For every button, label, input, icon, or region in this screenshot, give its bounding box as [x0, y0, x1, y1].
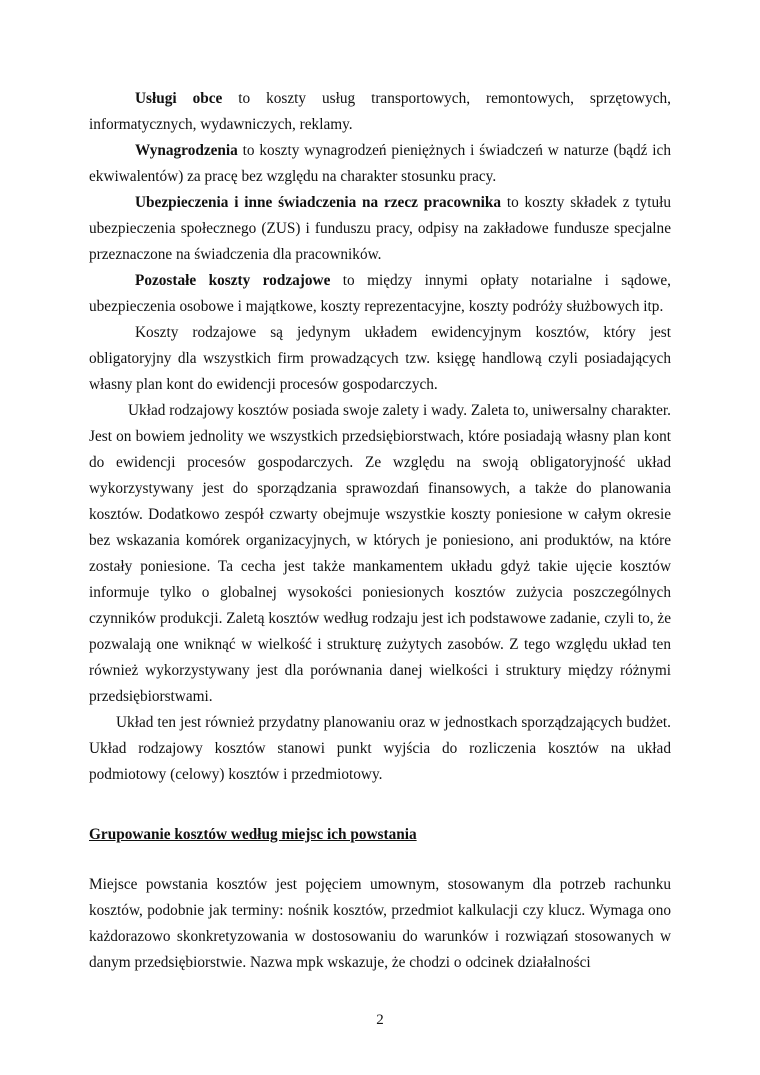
paragraph-uklad-przydatny: Układ ten jest również przydatny planowaniu oraz w jednostkach sporządzających budżet. Układ rodzajowy kosztów stanowi punkt wyjścia do rozliczenia kosztów na układ podmiotowy (celowy) kosztów i przedmiotowy.	[89, 714, 671, 783]
paragraph-text: to koszty składek z tytułu ubezpieczenia społecznego (ZUS) i funduszu pracy, odpisy na zakładowe fundusze specjalne przeznaczone na świadczenia dla pracowników.	[89, 194, 671, 263]
paragraph-koszty-rodzajowe: Koszty rodzajowe są jedynym układem ewidencyjnym kosztów, który jest obligatoryjny dla wszystkich firm prowadzących tzw. księgę handlową czyli posiadających własny plan kont do ewidencji procesów gospodarczych.	[89, 324, 671, 393]
section-heading: Grupowanie kosztów według miejsc ich powstania	[89, 826, 417, 843]
paragraph-text: to między innymi opłaty notarialne i sądowe, ubezpieczenia osobowe i majątkowe, koszty reprezentacyjne, koszty podróży służbowych itp.	[89, 272, 671, 315]
paragraph-ubezpieczenia	[89, 190, 671, 268]
term-ubezpieczenia: Ubezpieczenia i inne świadczenia na rzecz pracownika	[135, 194, 502, 211]
document-body	[89, 86, 671, 788]
section-paragraph: Miejsce powstania kosztów jest pojęciem umownym, stosowanym dla potrzeb rachunku kosztów, podobnie jak terminy: nośnik kosztów, przedmiot kalkulacji czy klucz. Wymaga ono każdorazowo skonkretyzowania w dostosowaniu do warunków i rozwiązań stosowanych w danym przedsiębiorstwie. Nazwa mpk wskazuje, że chodzi o odcinek działalności	[89, 876, 671, 971]
term-pozostale-koszty: Pozostałe koszty rodzajowe	[135, 272, 331, 289]
term-wynagrodzenia: Wynagrodzenia	[135, 142, 238, 159]
term-uslugi-obce: Usługi obce	[135, 90, 223, 107]
paragraph-uslugi-obce	[89, 86, 671, 138]
paragraph-wynagrodzenia	[89, 138, 671, 190]
paragraph-pozostale-koszty	[89, 268, 671, 320]
paragraph-text: to koszty usług transportowych, remontowych, sprzętowych, informatycznych, wydawniczych, reklamy.	[89, 90, 672, 133]
page-number: 2	[376, 1012, 384, 1028]
paragraph-text: to koszty wynagrodzeń pieniężnych i świadczeń w naturze (bądź ich ekwiwalentów) za pracę bez względu na charakter stosunku pracy.	[89, 142, 671, 185]
paragraph-uklad-rodzajowy: Układ rodzajowy kosztów posiada swoje zalety i wady. Zaleta to, uniwersalny charakter. Jest on bowiem jednolity we wszystkich przedsiębiorstwach, które posiadają własny plan kont do ewidencji procesów gospodarczych. Ze względu na swoją obligatoryjność układ wykorzystywany jest do sporządzania sprawozdań finansowych, a także do planowania kosztów. Dodatkowo zespół czwarty obejmuje wszystkie koszty poniesione w całym okresie bez wskazania komórek organizacyjnych, w których je poniesiono, ani produktów, na które zostały poniesione. Ta cecha jest także mankamentem układu gdyż takie ujęcie kosztów informuje tylko o globalnej wysokości poniesionych kosztów zużycia poszczególnych czynników produkcji. Zaletą kosztów według rodzaju jest ich podstawowe zadanie, czyli to, że pozwalają one wniknąć w wielkość i strukturę zużytych zasobów. Z tego względu układ ten również wykorzystywany jest dla porównania danej wielkości i struktury między różnymi przedsiębiorstwami.	[89, 402, 671, 705]
